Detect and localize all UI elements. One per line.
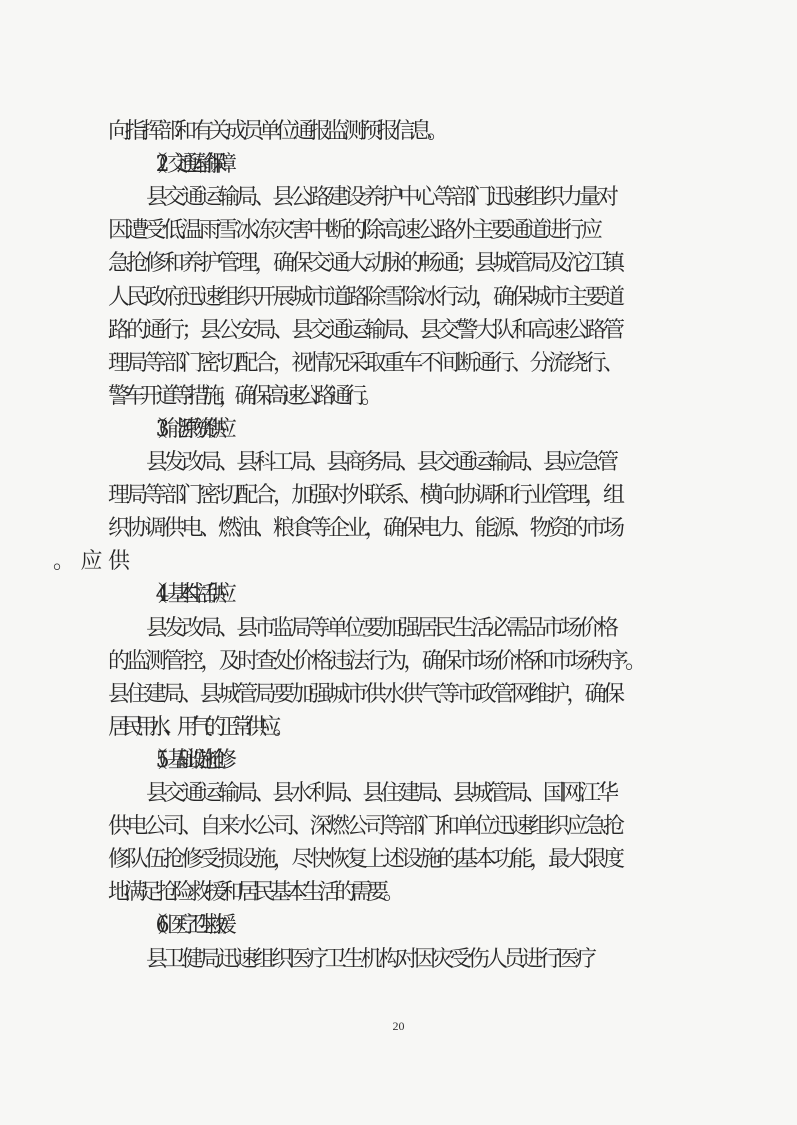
text-line: 人民政府迅速组织开展城市道路除雪除冰行动，确保城市主要道 bbox=[108, 284, 622, 310]
text-line: 警车开道等措施，确保高速公路通行。 bbox=[108, 383, 377, 409]
text-line: 县发改局、县市监局等单位要加强居民生活必需品市场价格 bbox=[146, 615, 616, 641]
text-line: 理局等部门密切配合，加强对外联系、横向协调和行业管理，组 bbox=[108, 483, 622, 509]
section-heading: （4）基本生活供应 bbox=[146, 582, 225, 608]
text-line: 地满足抢险救援和居民基本生活的需要。 bbox=[108, 880, 400, 906]
text-line: 路的通行；县公安局、县交通运输局、县交警大队和高速公路管 bbox=[108, 317, 622, 343]
section-heading: （5）基础设施抢修 bbox=[146, 747, 225, 773]
text-line: 县住建局、县城管局要加强城市供水供气等市政管网维护，确保 bbox=[108, 681, 622, 707]
text-line: 的监测管控，及时查处价格违法行为，确保市场价格和市场秩序。 bbox=[108, 648, 644, 674]
text-line: 向指挥部和有关成员单位通报监测预报信息。 bbox=[108, 119, 444, 144]
text-line: 县卫健局迅速组织医疗卫生机构对因灾受伤人员进行医疗 bbox=[146, 946, 593, 972]
section-heading: （6）医疗卫生救援 bbox=[146, 913, 225, 939]
text-line: 织协调供电、燃油、粮食等企业，确保电力、能源、物资的市场 bbox=[108, 516, 622, 542]
section-heading: （2）交通运输保障 bbox=[146, 152, 225, 178]
text-line: 县发改局、县科工局、县商务局、县交通运输局、县应急管 bbox=[146, 450, 616, 475]
text-line: 县交通运输局、县水利局、县住建局、县城管局、国网江华 bbox=[146, 781, 616, 806]
text-line: 居民用水、用气的正常供应。 bbox=[108, 714, 287, 740]
text-line: 急抢修和养护管理，确保交通大动脉的畅通；县城管局及沱江镇 bbox=[108, 251, 622, 277]
page-number: 20 bbox=[392, 1019, 405, 1033]
text-line: 供电公司、自来水公司、深燃公司等部门和单位迅速组织应急抢 bbox=[108, 814, 622, 840]
text-line: 理局等部门密切配合，视情况采取重车不间断通行、分流绕行、 bbox=[108, 350, 622, 376]
text-line: 县交通运输局、县公路建设养护中心等部门迅速组织力量对 bbox=[146, 185, 616, 211]
section-heading: （3）能源物资供应 bbox=[146, 416, 225, 442]
text-line: 因遭受低温雨雪冰冻灾害中断的除高速公路外主要通道进行应 bbox=[108, 218, 600, 244]
text-line: 修队伍抢修受损设施，尽快恢复上述设施的基本功能，最大限度 bbox=[108, 847, 622, 873]
